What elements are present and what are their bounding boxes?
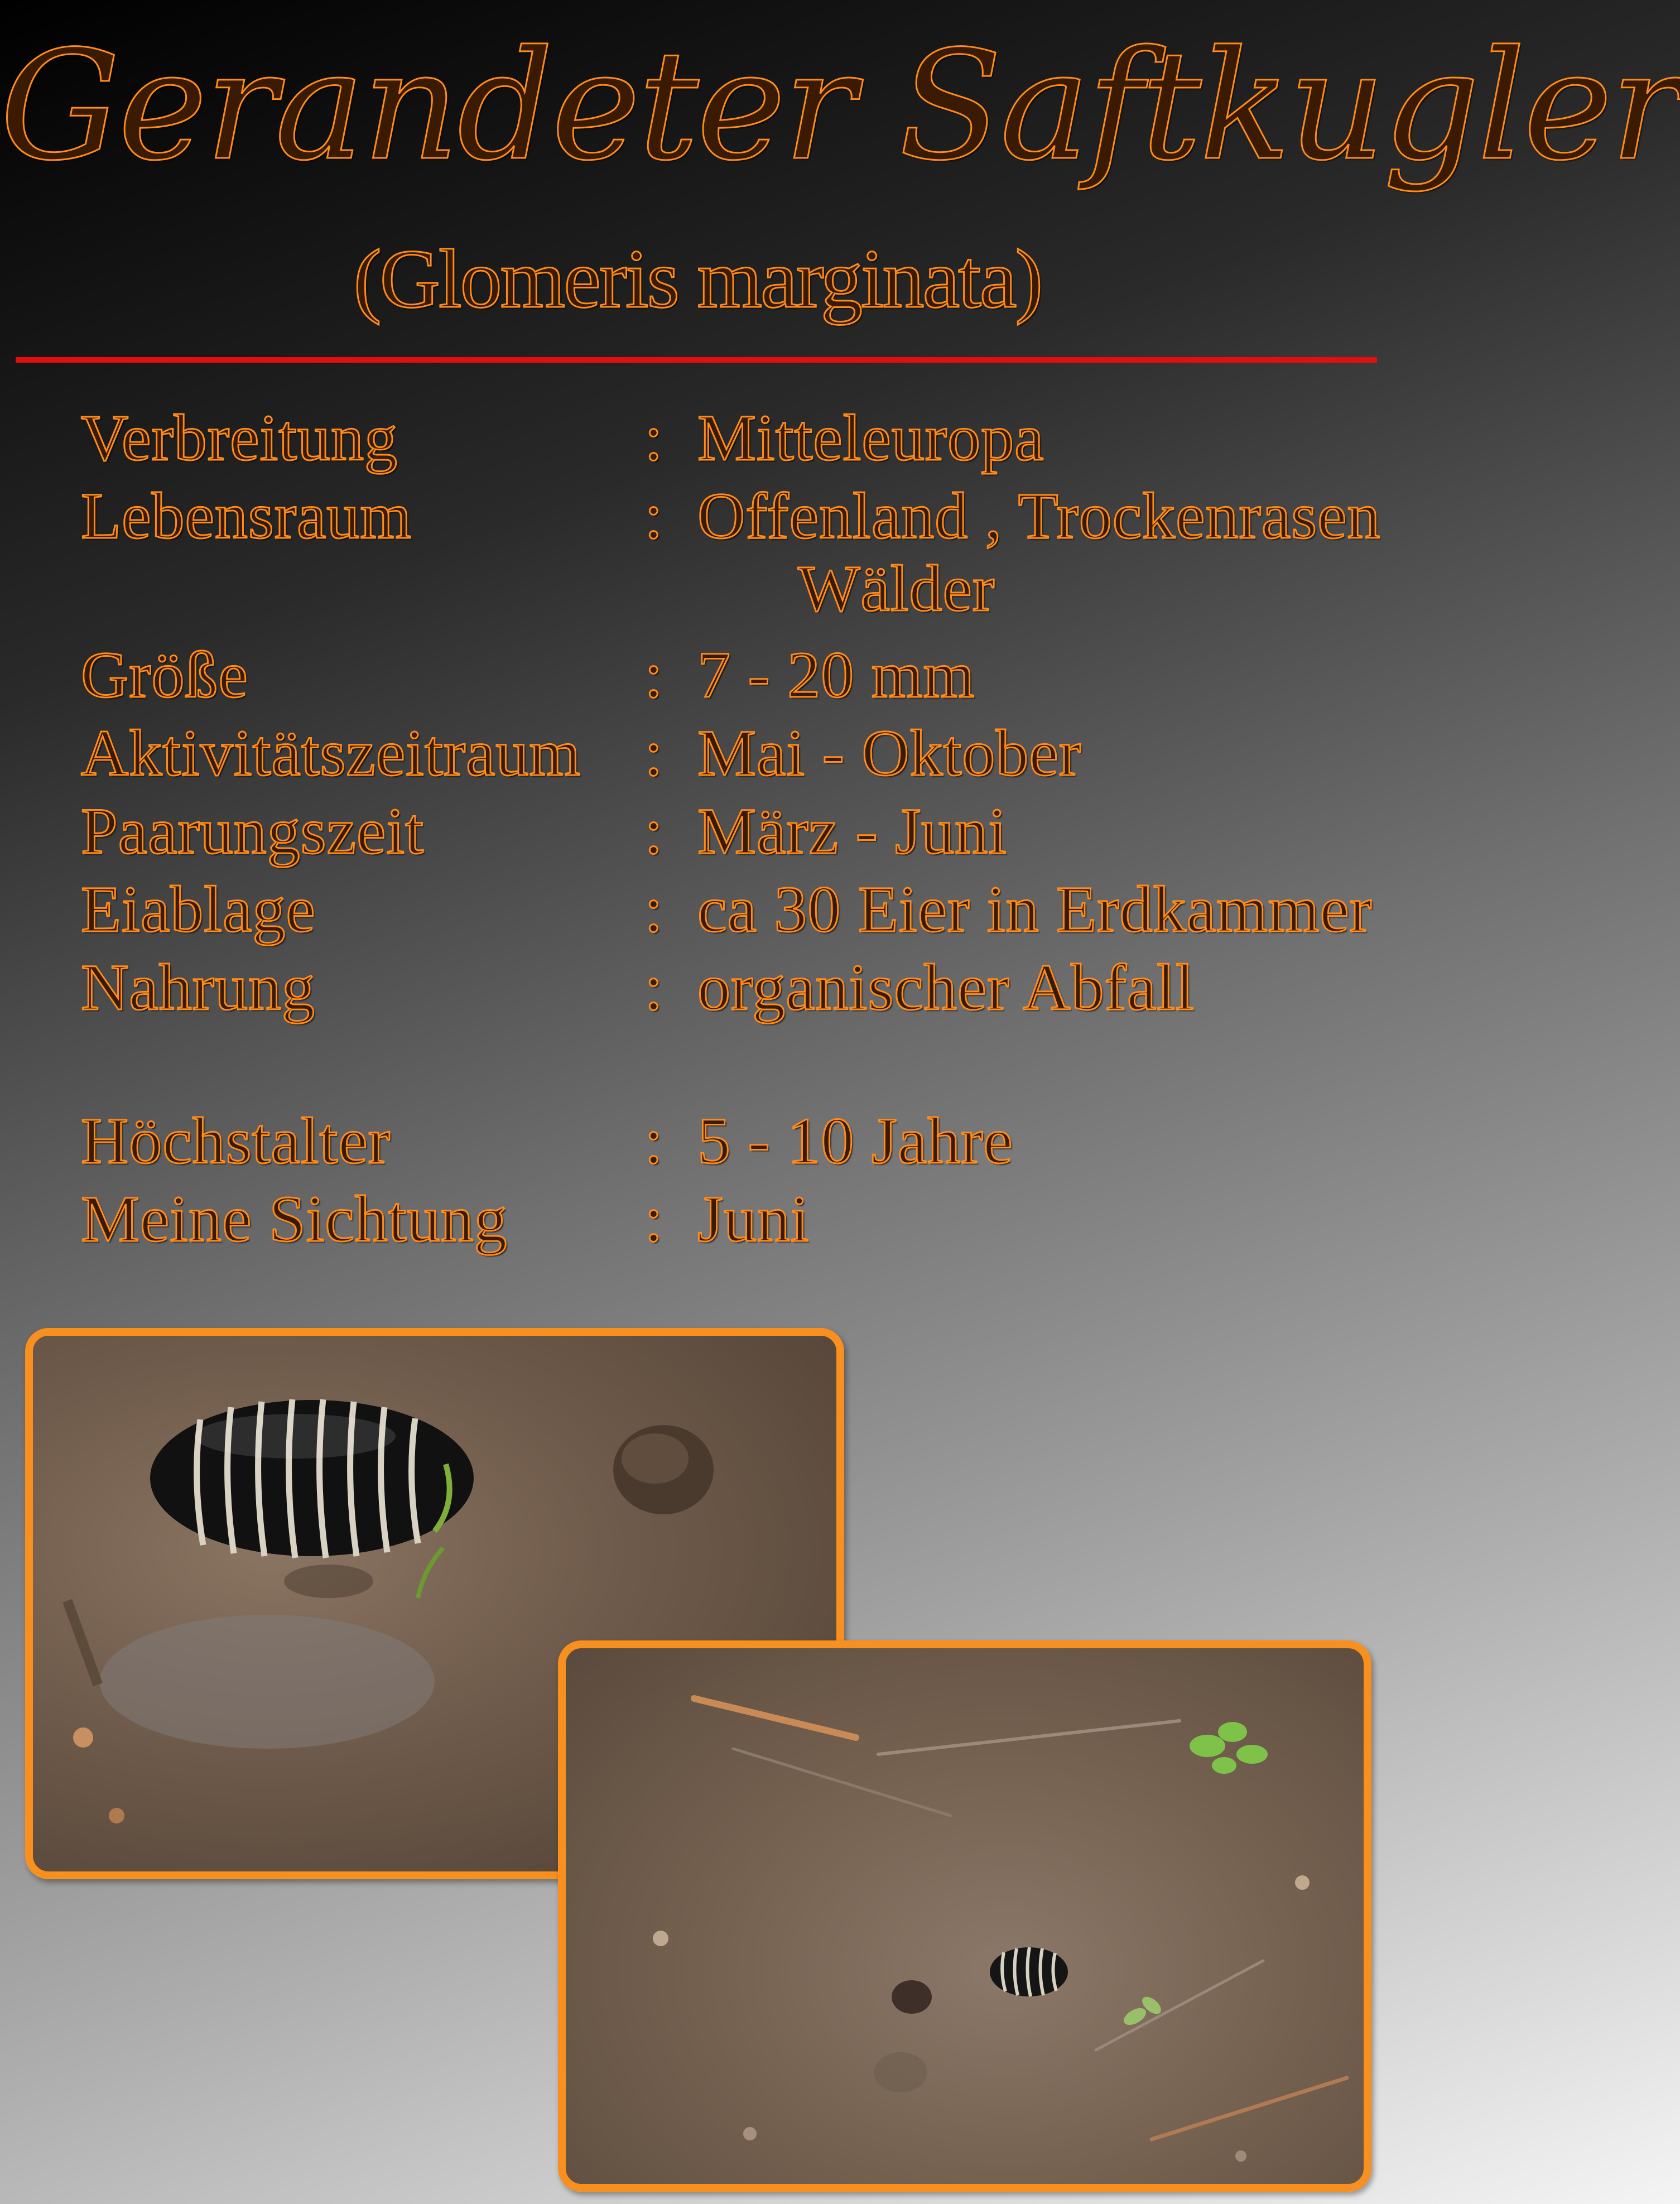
fact-value: Juni: [697, 1182, 810, 1255]
fact-separator: :: [644, 795, 663, 868]
fact-separator: :: [644, 479, 663, 552]
fact-value: organischer Abfall: [697, 951, 1195, 1024]
fact-row-eiablage: [0, 873, 1395, 946]
fact-row-lebensraum: [0, 480, 1395, 625]
fact-separator: :: [644, 873, 663, 946]
fact-separator: :: [644, 638, 663, 711]
fact-label: Meine Sichtung: [81, 1182, 508, 1255]
fact-separator: :: [644, 951, 663, 1024]
fact-value: ca 30 Eier in Erdkammer: [697, 873, 1373, 946]
fact-value: März - Juni: [697, 795, 1007, 868]
fact-value: Mai - Oktober: [697, 716, 1082, 790]
fact-value: 7 - 20 mm: [697, 638, 975, 711]
fact-separator: :: [644, 716, 663, 790]
fact-label: Eiablage: [81, 873, 316, 946]
fact-label: Höchstalter: [81, 1104, 391, 1177]
fact-value-line1: Offenland , Trockenrasen: [697, 479, 1381, 552]
fact-row-aktivitaet: [0, 717, 1395, 790]
fact-value-line2: Wälder: [798, 552, 995, 625]
fact-value: Mitteleuropa: [697, 401, 1044, 474]
fact-separator: :: [644, 1104, 663, 1177]
fact-separator: :: [644, 401, 663, 474]
fact-label: Paarungszeit: [81, 795, 424, 868]
fact-value: 5 - 10 Jahre: [697, 1104, 1013, 1177]
fact-value: [697, 480, 1381, 625]
fact-row-paarungszeit: [0, 795, 1395, 868]
fact-label: Verbreitung: [81, 401, 398, 474]
scientific-name: (Glomeris marginata): [353, 233, 1042, 325]
fact-row-groesse: [0, 639, 1395, 711]
fact-label: Größe: [81, 638, 248, 711]
fact-label: Lebensraum: [81, 479, 412, 552]
fact-row-hoechstalter: [0, 1105, 1395, 1177]
fact-label: Nahrung: [81, 951, 315, 1024]
fact-row-verbreitung: [0, 402, 1395, 474]
millipede-habitat-illustration: [566, 1648, 1364, 2184]
fact-row-sichtung: [0, 1183, 1395, 1255]
fact-row-nahrung: [0, 951, 1395, 1024]
title-divider: [16, 357, 1377, 363]
fact-label: Aktivitätszeitraum: [81, 716, 581, 790]
fact-separator: :: [644, 1182, 663, 1255]
photo-habitat: [558, 1640, 1371, 2192]
page-title: Gerandeter Saftkugler: [0, 18, 1680, 194]
